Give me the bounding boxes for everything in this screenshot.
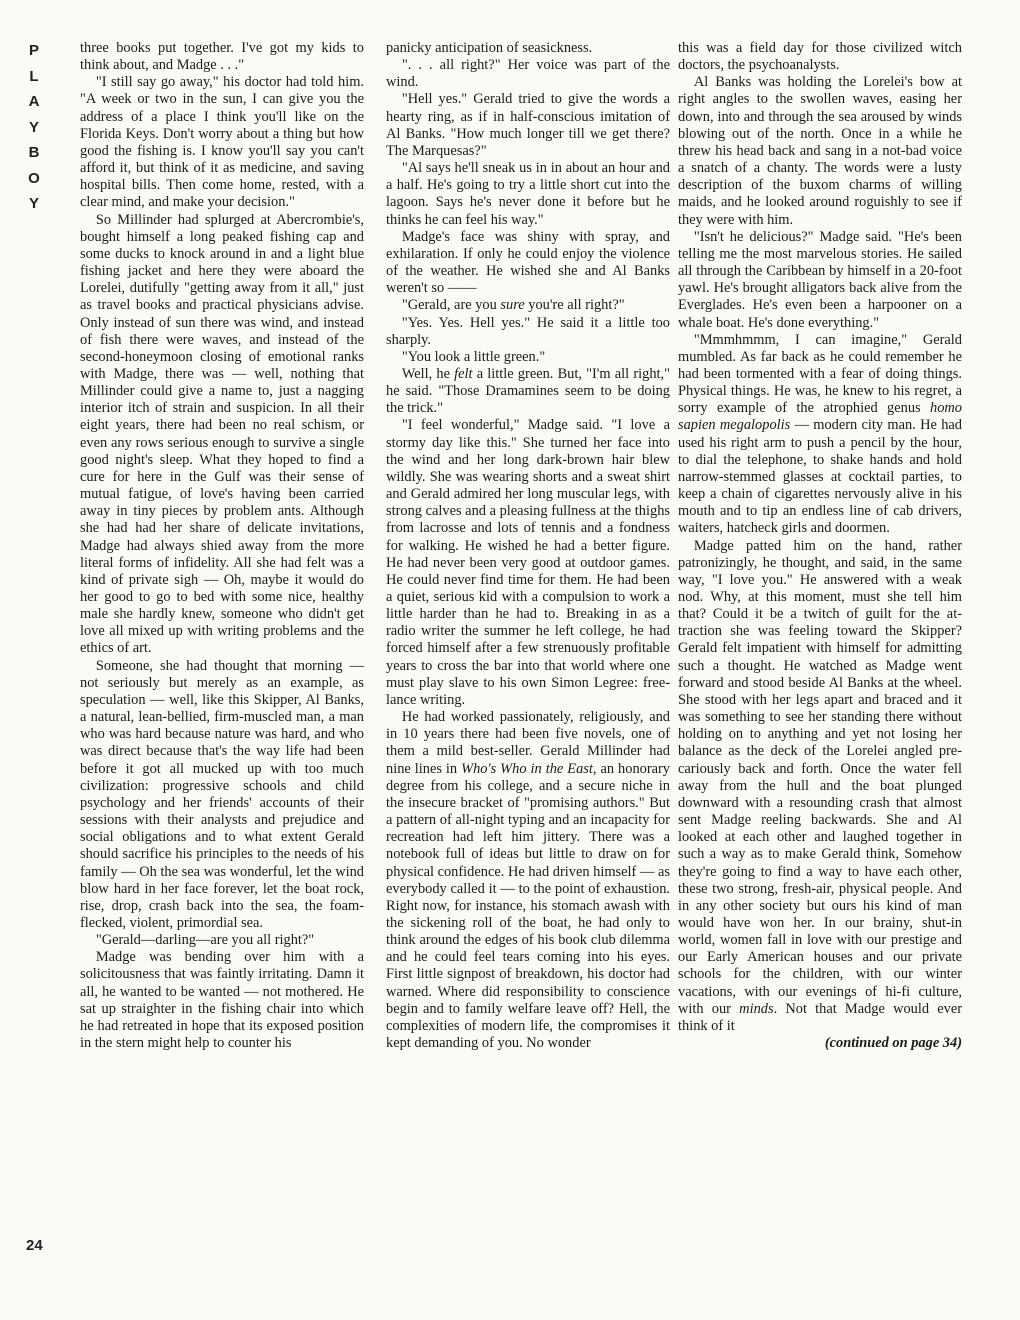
paragraph: ". . . all right?" Her voice was part of the wind. (386, 57, 670, 91)
magazine-title-letter: B (28, 144, 40, 161)
paragraph: "Isn't he delicious?" Madge said. "He's been telling me the most marvelous stories. He sailed all through the Caribbean by himself in a 20-foot yawl. He's brought alligators back alive from the Everglades. He's even been a harpooner on a whale boat. He's done everything." (678, 228, 962, 331)
paragraph: panicky anticipation of seasickness. (386, 40, 593, 56)
paragraph: He had worked passionately, religiously, and in 10 years there had been five novels, one of them a mild best-seller. Gerald Millinder had nine lines in Who's Who in the East, an honorary degree from his college, and a secure niche in the insecure bracket of "promising authors." But a pattern of all-night typing and an incapacity for recreation had left him jittery. There was a notebook full of ideas but little to draw on for physical confidence. He had driven himself — as everybody called it — to the point of exhaustion. Right now, for instance, his stomach awash with the sickening roll of the boat, he had only to think around the edges of his book club dilemma and he could feel tears coming into his eyes. First little signpost of breakdown, his doctor had warned. Where did responsibility to conscience begin and to family welfare leave off? Hell, the complexities of modern life, the compromises it kept demanding of you. No wonder (386, 709, 670, 1052)
magazine-title-letter: Y (28, 118, 39, 136)
paragraph: Madge's face was shiny with spray, and exhilaration. If only he could enjoy the violence of the weather. He wished she and Al Banks weren't so —— (386, 228, 670, 297)
text-column-2 (386, 40, 670, 1052)
paragraph: "Gerald, are you sure you're all right?" (401, 297, 625, 314)
text-column-3 (678, 40, 962, 1052)
magazine-title-letter: P (28, 42, 39, 59)
paragraph: Al Banks was holding the Lorelei's bow at right angles to the swollen waves, easing her down, into and through the sea aroused by winds blowing out of the north. Once in a while he threw his head back and sang in a not-bad voice a snatch of a chanty. The words were a lusty description of the buxom charms of willing maids, and he looked around roguishly to see if they were with him. (678, 74, 962, 228)
paragraph: "I still say go away," his doctor had told him. "A week or two in the sun, I can give you the address of a place I think you'll like on the Florida Keys. Don't worry about a thing but how good the fishing is. I know you'll say you can't afford it, but think of it as medicine, and saving hospital bills. Then come home, rested, with a clear mind, and make your decision." (80, 74, 364, 211)
paragraph: Madge patted him on the hand, rather patronizingly, he thought, and said, in the same way, "I love you." He answered with a weak nod. Why, at this moment, must she tell him that? Could it be a twitch of guilt for the attraction she was feeling toward the Skipper? Gerald felt impatient with himself for admitting such a thought. He watched as Madge went forward and stood beside Al Banks at the wheel. She stood with her legs apart and braced and it was something to see her standing there without holding on to anything and yet not losing her balance as the deck of the Lorelei angled precariously back and forth. Once the water fell away from the hull and the boat plunged downward with a resounding crash that almost sent Madge reeling backwards. She and Al looked at each other and laughed together in such a way as to make Gerald think, Somehow they're going to find a way to have each other, these two strong, fresh-air, physical people. And in any other society but ours his kind of man would have won her. In our brainy, shut-in world, women fall in love with our prestige and our Early American houses and our private schools for the children, with our winter vacations, with our evenings of hi-fi culture, with our minds. Not that Madge would ever think of it (678, 537, 963, 1034)
magazine-title-letter: Y (28, 195, 39, 212)
magazine-title-letter: L (29, 67, 39, 85)
paragraph: "Mmmhmmm, I can imagine," Gerald mumbled. As far back as he could remember he had been tormented with a fear of doing things. Physical things. He was, he knew to his regret, a sorry example of the atrophied genus homo sapien megalopolis — modern city man. He had used his right arm to push a pencil by the hour, to dial the telephone, to shake hands and hold narrow-stemmed glasses at cocktail parties, to keep a chain of cigarettes nervously alive in his mouth and to tip an endless line of cab drivers, waiters, hatcheck girls and doormen. (678, 331, 962, 537)
paragraph: "You look a little green." (401, 348, 546, 365)
paragraph: Someone, she had thought that morning — not seriously but merely as an example, as speculation — well, like this Skipper, Al Banks, a natural, lean-bellied, firm-muscled man, a man who was hard because nature was hard, and who was direct because that's the way life had been before it got all mucked up with too much civilization: progressive schools and child psychology and her friends' accounts of their sessions with their analysts and prejudice and social obligations and to what extent Gerald should sacrifice his principles to the needs of his family — Oh the sea was wonderful, let the wind blow hard in her face forever, let the boat rock, rise, drop, crash back into the sea, the foam-flecked, violent, primordial sea. (80, 657, 364, 931)
page-number: 24 (26, 1237, 43, 1254)
paragraph: Madge was bending over him with a solicitousness that was faintly irritating. Damn it all, he wanted to be wanted — not mothered. He sat up straighter in the fishing chair into which he had retreated in hope that its exposed position in the stern might help to counter his (80, 949, 364, 1052)
paragraph: "Hell yes." Gerald tried to give the words a hearty ring, as if in half-conscious imitation of Al Banks. "How much longer till we get there? The Marquesas?" (386, 91, 670, 159)
paragraph: "Al says he'll sneak us in in about an hour and a half. He's going to try a little short cut into the lagoon. Says he's never done it before but he thinks he can feel his way." (386, 160, 670, 228)
paragraph: Well, he felt a little green. But, "I'm all right," he said. "Those Dramamines seem to be doing the trick." (386, 365, 670, 417)
paragraph: "Gerald—darling—are you all right?" (95, 932, 315, 949)
magazine-title-letter: A (28, 93, 40, 110)
paragraph: "I feel wonderful," Madge said. "I love a stormy day like this." She turned her face into the wind and her long dark-brown hair blew wildly. She was wearing shorts and a sweat shirt and Gerald admired her long muscular legs, with strong calves and a pleasing fullness at the thighs from lacrosse and lots of tennis and a fondness for walking. He wished he had a better figure. He had never been very good at outdoor games. He could never find time for them. He had been a quiet, serious kid with a compulsion to work a little harder than he had to. Breaking in as a radio writer the summer he left college, he had forced himself after a few strenuously profitable years to cross the bar into that world where one must play slave to his own Simon Legree: free-lance writing. (386, 417, 670, 708)
text-column-1 (80, 40, 364, 1052)
magazine-title (22, 38, 46, 217)
continued-note: (continued on page 34) (824, 1035, 962, 1052)
paragraph: this was a field day for those civilized witch doctors, the psychoanalysts. (678, 40, 962, 74)
paragraph: So Millinder had splurged at Abercrombie's, bought himself a long peaked fishing cap and some ducks to knock around in and a light blue fishing jacket and here they were aboard the Lorelei, dutifully "getting away from it all," just as travel books and practical physicians advise. Only instead of sun there was wind, and instead of fish there were waves, and instead of the second-honeymoon closing of emotional ranks with Madge, there was — well, nothing that Millinder could give a name to, just a nagging interior itch of strain and suspicion. In all their eight years, there had been no real schism, or even any rows serious enough to survive a single good night's sleep. What they hoped to find a cure for here in the Gulf was their sense of mutual fatigue, of love's having been carried away in tiny pieces by problem ants. Although she had had her share of delicate invitations, Madge had always shied away from the more literal forms of infidelity. All she had felt was a kind of private sigh — Oh, maybe it would do her good to go to bed with some nice, healthy male she hardly knew, someone who didn't get love all mixed up with writing problems and the ethics of art. (80, 211, 364, 657)
paragraph: "Yes. Yes. Hell yes." He said it a little too sharply. (386, 314, 670, 348)
magazine-title-letter: O (28, 169, 40, 187)
paragraph: three books put together. I've got my kids to think about, and Madge . . ." (80, 40, 364, 74)
